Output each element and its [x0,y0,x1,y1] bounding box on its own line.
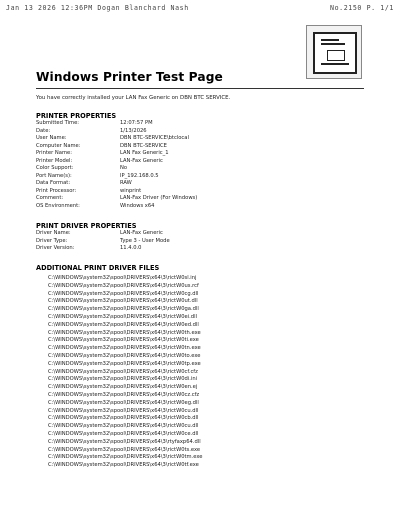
property-value: LAN-Fax Generic [120,230,163,236]
property-value: Windows x64 [120,202,155,209]
driver-file-path: C:\WINDOWS\system32\spool\DRIVERS\x64\3\rictW0ga.dll [48,306,199,313]
driver-file-path: C:\WINDOWS\system32\spool\DRIVERS\x64\3\rictW0cu.dll [48,423,199,430]
driver-file-path: C:\WINDOWS\system32\spool\DRIVERS\x64\3\rictW0ut.dll [48,298,198,305]
property-row [36,180,197,188]
property-row [36,238,170,246]
driver-file-path: C:\WINDOWS\system32\spool\DRIVERS\x64\3\rictW0cb.dll [48,415,199,422]
driver-file-path: C:\WINDOWS\system32\spool\DRIVERS\x64\3\rictW0cz.cfz [48,391,200,398]
property-row [36,245,170,253]
property-value: RAW [120,180,132,186]
driver-file-path: C:\WINDOWS\system32\spool\DRIVERS\x64\3\rictW0en.ej [48,384,198,391]
driver-file-path: C:\WINDOWS\system32\spool\DRIVERS\x64\3\rictW0sl.inj [48,275,197,281]
driver-file-path: C:\WINDOWS\system32\spool\DRIVERS\x64\3\rictW0ti.exe [48,337,199,344]
property-value: DBN BTC-SERVICE [120,142,167,149]
property-label: Computer Name: [36,142,81,149]
property-label: Printer Name: [36,150,72,156]
property-row [36,143,197,151]
property-label: Date: [36,127,51,134]
fax-transmission-header [0,0,400,14]
driver-file-path: C:\WINDOWS\system32\spool\DRIVERS\x64\3\rictW0tn.exe [48,345,201,352]
property-value: 11.4.0.0 [120,245,142,251]
property-label: Driver Version: [36,245,75,251]
property-label: OS Environment: [36,202,80,209]
driver-file-path: C:\WINDOWS\system32\spool\DRIVERS\x64\3\rictW0ts.exe [48,446,201,453]
driver-file-path: C:\WINDOWS\system32\spool\DRIVERS\x64\3\rictW0ed.dll [48,321,199,328]
property-row [36,173,197,181]
property-row [36,203,197,211]
driver-file-path: C:\WINDOWS\system32\spool\DRIVERS\x64\3\rictW0to.exe [48,352,201,359]
driver-file-path: C:\WINDOWS\system32\spool\DRIVERS\x64\3\rictW0tp.exe [48,360,201,367]
property-row [36,165,197,173]
property-row [36,128,197,136]
driver-files-list [48,275,202,470]
driver-file-path: C:\WINDOWS\system32\spool\DRIVERS\x64\3\rictW0eg.dll [48,399,199,406]
driver-file-path: C:\WINDOWS\system32\spool\DRIVERS\x64\3\rictW0tf.exe [48,462,199,469]
driver-properties-list [36,230,170,253]
property-label: Comment: [36,195,64,201]
driver-file-path: C:\WINDOWS\system32\spool\DRIVERS\x64\3\rictW0cf.cfz [48,368,198,375]
driver-file-path: C:\WINDOWS\system32\spool\DRIVERS\x64\3\rictW0di.ini [48,376,198,383]
property-row [36,120,197,128]
driver-file-path: C:\WINDOWS\system32\spool\DRIVERS\x64\3\rictW0cu.dll [48,407,199,414]
printer-properties-list [36,120,197,210]
property-label: Print Processor: [36,187,77,194]
driver-file-path: C:\WINDOWS\system32\spool\DRIVERS\x64\3\rictW0ce.dll [48,430,199,437]
driver-file-path: C:\WINDOWS\system32\spool\DRIVERS\x64\3\rictW0tm.exe [48,454,203,461]
property-label: Port Name(s): [36,172,72,179]
driver-file-path: C:\WINDOWS\system32\spool\DRIVERS\x64\3\rictW0th.exe [48,329,201,336]
driver-file-path: C:\WINDOWS\system32\spool\DRIVERS\x64\3\rictW0us.rcf [48,282,199,289]
property-value: DBN BTC-SERVICE\btclocal [120,135,189,141]
property-value: winprint [120,187,142,194]
property-label: Driver Type: [36,237,68,244]
property-row [36,158,197,166]
driver-file-path: C:\WINDOWS\system32\spool\DRIVERS\x64\3\rictW0ei.dll [48,313,197,320]
property-label: Submitted Time: [36,120,80,126]
property-label: Printer Model: [36,157,73,164]
fax-header-page-number: No.2150 P. 1/1 [330,4,394,12]
property-value: 1/13/2026 [120,127,147,134]
printer-test-logo-icon [306,25,362,79]
property-row [36,230,170,238]
property-row [36,195,197,203]
property-row [36,135,197,143]
driver-properties-heading: PRINT DRIVER PROPERTIES [36,222,137,230]
property-value: No [120,165,128,171]
property-label: User Name: [36,135,67,141]
driver-files-heading: ADDITIONAL PRINT DRIVER FILES [36,264,160,272]
fax-header-sender: Jan 13 2026 12:36PM Dogan Blanchard Nash [6,4,189,12]
page-title: Windows Printer Test Page [36,70,223,84]
property-value: IP_192.168.0.5 [120,172,159,179]
property-value: 12:07:57 PM [120,120,153,126]
property-value: LAN-Fax Driver (For Windows) [120,195,198,201]
property-row [36,150,197,158]
printer-properties-heading: PRINTER PROPERTIES [36,112,117,120]
property-label: Driver Name: [36,230,71,236]
title-divider [36,88,364,89]
property-row [36,188,197,196]
property-label: Data Format: [36,180,71,186]
property-value: Type 3 - User Mode [120,237,170,244]
driver-file-path: C:\WINDOWS\system32\spool\DRIVERS\x64\3\rtyfaxp64.dll [48,438,201,445]
property-value: LAN Fax Generic_1 [120,150,169,156]
driver-file-path: C:\WINDOWS\system32\spool\DRIVERS\x64\3\rictW0cg.dll [48,290,199,297]
property-value: LAN-Fax Generic [120,157,163,164]
install-confirmation-text: You have correctly installed your LAN Fax Generic on DBN BTC SERVICE. [36,95,231,101]
property-label: Color Support: [36,165,74,171]
